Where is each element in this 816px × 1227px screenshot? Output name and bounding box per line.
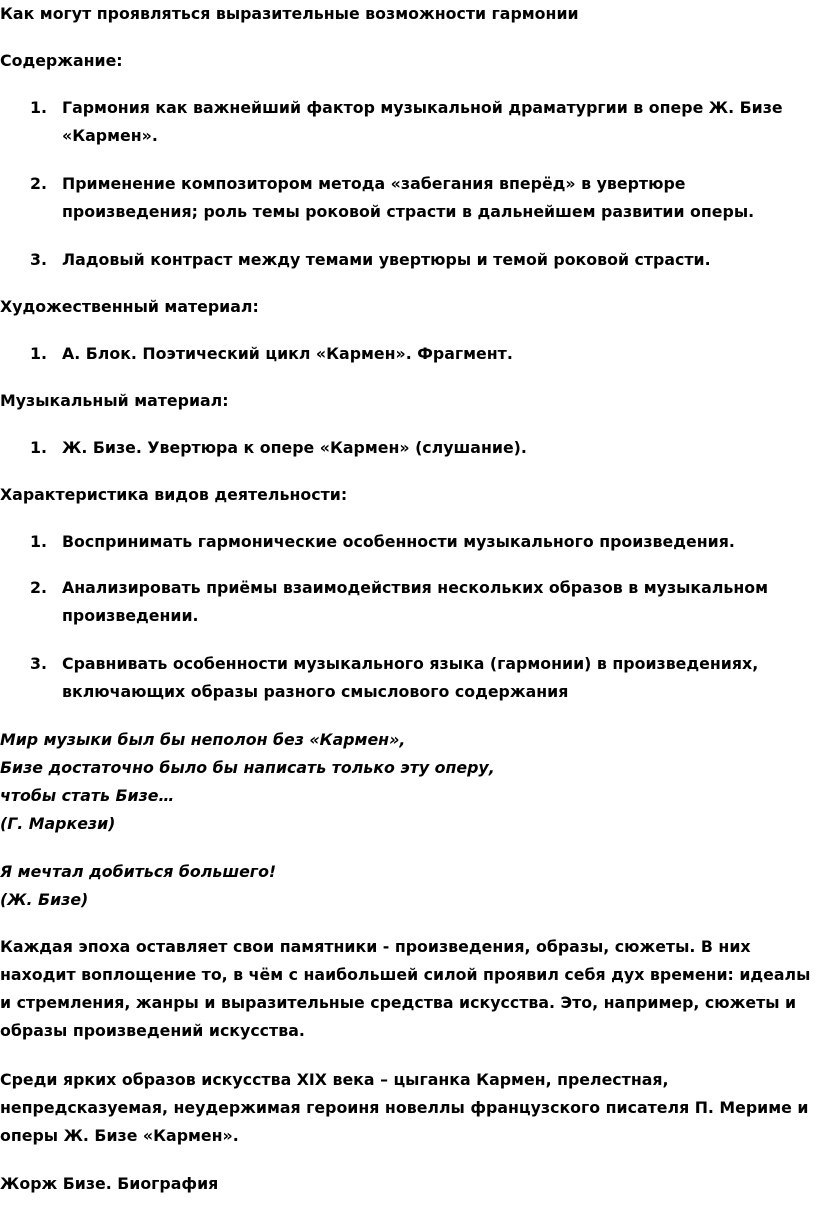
- paragraph-line: Каждая эпоха оставляет свои памятники - произведения, образы, сюжеты. В них: [0, 937, 751, 956]
- activities-item-number: 2.: [30, 578, 47, 597]
- contents-item-text: Гармония как важнейший фактор музыкальной драматургии в опере Ж. Бизе: [62, 98, 783, 117]
- contents-heading: Содержание:: [0, 51, 123, 70]
- quote-author: (Ж. Бизе): [0, 890, 89, 909]
- activities-item-number: 1.: [30, 532, 47, 551]
- paragraph-line: находит воплощение то, в чём с наибольшей силой проявил себя дух времени: идеалы: [0, 965, 811, 984]
- biography-heading: Жорж Бизе. Биография: [0, 1174, 219, 1193]
- quote-author: (Г. Маркези): [0, 814, 116, 833]
- art-material-item-text: А. Блок. Поэтический цикл «Кармен». Фрагмент.: [62, 344, 513, 363]
- music-material-item-text: Ж. Бизе. Увертюра к опере «Кармен» (слушание).: [62, 438, 527, 457]
- contents-item-text: Применение композитором метода «забегания вперёд» в увертюре: [62, 174, 686, 193]
- paragraph-line: непредсказуемая, неудержимая героиня новеллы французского писателя П. Мериме и: [0, 1098, 809, 1117]
- contents-item-text: произведения; роль темы роковой страсти в дальнейшем развитии оперы.: [62, 202, 755, 221]
- activities-item-text: Анализировать приёмы взаимодействия нескольких образов в музыкальном: [62, 578, 769, 597]
- document-title: Как могут проявляться выразительные возможности гармонии: [0, 4, 579, 23]
- quote-line: Мир музыки был бы неполон без «Кармен»,: [0, 730, 406, 749]
- quote-line: Я мечтал добиться большего!: [0, 862, 277, 881]
- activities-item-text: произведении.: [62, 606, 199, 625]
- music-material-heading: Музыкальный материал:: [0, 391, 229, 410]
- paragraph-line: оперы Ж. Бизе «Кармен».: [0, 1126, 239, 1145]
- quote-line: Бизе достаточно было бы написать только эту оперу,: [0, 758, 495, 777]
- contents-item-text: Ладовый контраст между темами увертюры и темой роковой страсти.: [62, 250, 711, 269]
- art-material-item-number: 1.: [30, 344, 47, 363]
- paragraph-line: образы произведений искусства.: [0, 1021, 305, 1040]
- activities-heading: Характеристика видов деятельности:: [0, 485, 348, 504]
- music-material-item-number: 1.: [30, 438, 47, 457]
- contents-item-number: 3.: [30, 250, 47, 269]
- activities-item-number: 3.: [30, 654, 47, 673]
- contents-item-number: 1.: [30, 98, 47, 117]
- art-material-heading: Художественный материал:: [0, 297, 259, 316]
- activities-item-text: включающих образы разного смыслового содержания: [62, 682, 569, 701]
- contents-item-number: 2.: [30, 174, 47, 193]
- activities-item-text: Сравнивать особенности музыкального языка (гармонии) в произведениях,: [62, 654, 759, 673]
- activities-item-text: Воспринимать гармонические особенности музыкального произведения.: [62, 532, 735, 551]
- contents-item-text: «Кармен».: [62, 126, 158, 145]
- paragraph-line: и стремления, жанры и выразительные средства искусства. Это, например, сюжеты и: [0, 993, 797, 1012]
- quote-line: чтобы стать Бизе…: [0, 786, 175, 805]
- paragraph-line: Среди ярких образов искусства XIX века – цыганка Кармен, прелестная,: [0, 1070, 669, 1089]
